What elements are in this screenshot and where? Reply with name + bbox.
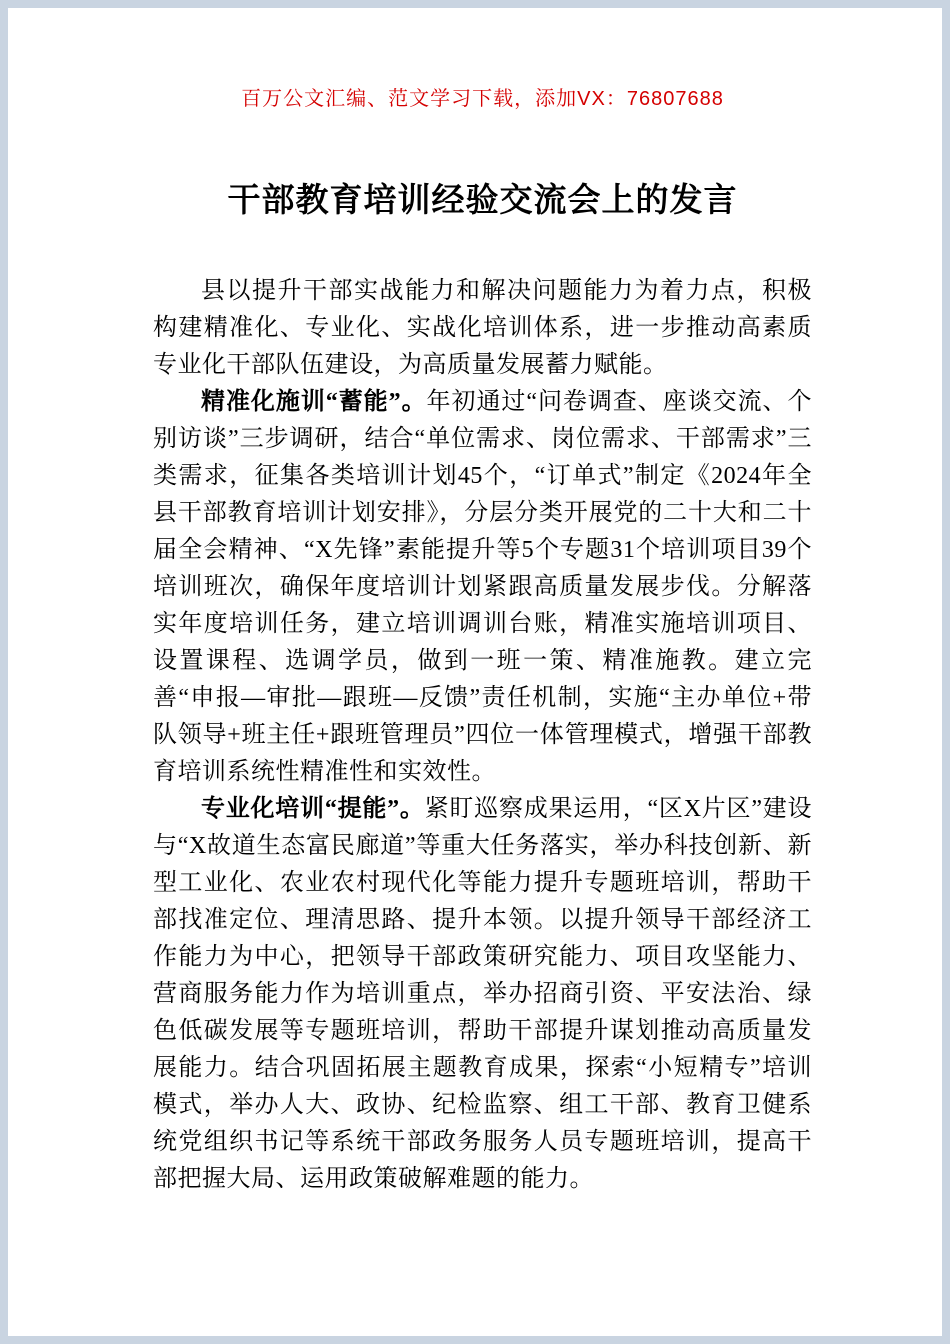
paragraph [153,384,812,791]
header-notice: 百万公文汇编、范文学习下载，添加VX：76807688 [241,88,724,110]
document-page [8,8,942,1336]
paragraph-lead: 专业化培训“提能”。 [201,796,425,822]
paragraph-text: 紧盯巡察成果运用，“区X片区”建设与“X故道生态富民廊道”等重大任务落实，举办科技创新、新型工业化、农业农村现代化等能力提升专题班培训，帮助干部找准定位、理清思路、提升本领。以提升领导干部经济工作能力为中心，把领导干部政策研究能力、项目攻坚能力、营商服务能力作为培训重点，举办招商引资、平安法治、绿色低碳发展等专题班培训，帮助干部提升谋划推动高质量发展能力。结合巩固拓展主题教育成果，探索“小短精专”培训模式，举办人大、政协、纪检监察、组工干部、教育卫健系统党组织书记等系统干部政务服务人员专题班培训，提高干部把握大局、运用政策破解难题的能力。 [153,796,812,1192]
paragraph-text: 县以提升干部实战能力和解决问题能力为着力点，积极构建精准化、专业化、实战化培训体系，进一步推动高素质专业化干部队伍建设，为高质量发展蓄力赋能。 [153,278,812,378]
document-body [153,273,812,1198]
paragraph-lead: 精准化施训“蓄能”。 [201,389,427,415]
paragraph [153,791,812,1198]
paragraph [153,273,812,384]
document-title: 干部教育培训经验交流会上的发言 [227,181,738,218]
paragraph-text: 年初通过“问卷调查、座谈交流、个别访谈”三步调研，结合“单位需求、岗位需求、干部需求”三类需求，征集各类培训计划45个，“订单式”制定《2024年全县干部教育培训计划安排》，分层分类开展党的二十大和二十届全会精神、“X先锋”素能提升等5个专题31个培训项目39个培训班次，确保年度培训计划紧跟高质量发展步伐。分解落实年度培训任务，建立培训调训台账，精准实施培训项目、设置课程、选调学员，做到一班一策、精准施教。建立完善“申报—审批—跟班—反馈”责任机制，实施“主办单位+带队领导+班主任+跟班管理员”四位一体管理模式，增强干部教育培训系统性精准性和实效性。 [153,389,813,785]
